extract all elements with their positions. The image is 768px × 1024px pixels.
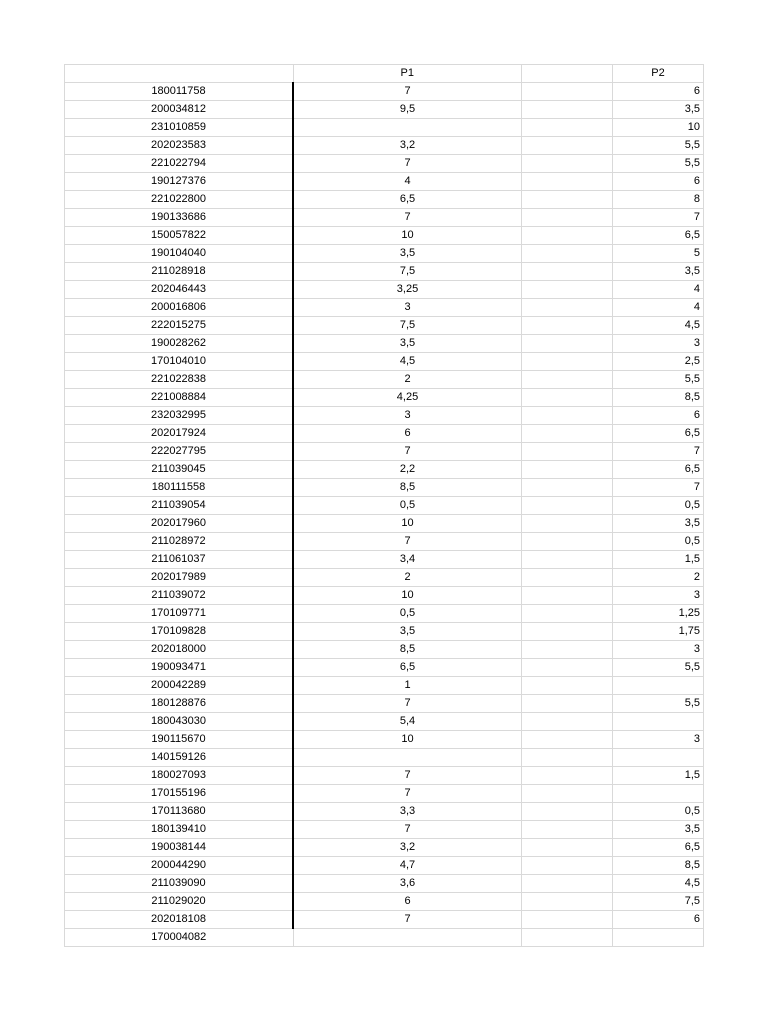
p2-cell[interactable]: 5,5 <box>613 137 704 155</box>
table-row <box>65 263 704 281</box>
p2-cell[interactable]: 6 <box>613 173 704 191</box>
p1-cell[interactable]: 4,25 <box>293 389 522 407</box>
empty-cell[interactable] <box>522 389 613 407</box>
p2-cell[interactable]: 2 <box>613 569 704 587</box>
p2-cell[interactable]: 5,5 <box>613 371 704 389</box>
id-cell[interactable]: 180111558 <box>65 479 294 497</box>
empty-cell[interactable] <box>522 785 613 803</box>
id-cell[interactable]: 200016806 <box>65 299 294 317</box>
p2-cell[interactable] <box>613 785 704 803</box>
empty-cell[interactable] <box>522 677 613 695</box>
p2-cell[interactable]: 1,25 <box>613 605 704 623</box>
id-cell[interactable]: 211028918 <box>65 263 294 281</box>
empty-cell[interactable] <box>522 101 613 119</box>
p2-cell[interactable]: 6,5 <box>613 425 704 443</box>
id-cell[interactable]: 222015275 <box>65 317 294 335</box>
id-cell[interactable]: 150057822 <box>65 227 294 245</box>
p1-cell[interactable]: 3,5 <box>293 623 522 641</box>
p2-cell[interactable]: 1,5 <box>613 767 704 785</box>
empty-cell[interactable] <box>522 857 613 875</box>
id-cell[interactable]: 211061037 <box>65 551 294 569</box>
p2-cell[interactable]: 6 <box>613 911 704 929</box>
table-row <box>65 659 704 677</box>
table-row <box>65 479 704 497</box>
p1-cell[interactable]: 7 <box>293 443 522 461</box>
p2-cell[interactable]: 5,5 <box>613 659 704 677</box>
p1-cell[interactable]: 7,5 <box>293 317 522 335</box>
table-row <box>65 875 704 893</box>
id-cell[interactable]: 190038144 <box>65 839 294 857</box>
p2-cell[interactable]: 3,5 <box>613 263 704 281</box>
id-cell[interactable]: 170155196 <box>65 785 294 803</box>
empty-cell[interactable] <box>522 893 613 911</box>
p2-cell[interactable]: 4 <box>613 299 704 317</box>
empty-cell[interactable] <box>522 803 613 821</box>
p2-cell[interactable]: 4 <box>613 281 704 299</box>
p1-cell[interactable]: 7 <box>293 785 522 803</box>
empty-cell[interactable] <box>522 263 613 281</box>
table-row <box>65 371 704 389</box>
p2-cell[interactable] <box>613 929 704 947</box>
id-cell[interactable]: 221008884 <box>65 389 294 407</box>
empty-cell[interactable] <box>522 209 613 227</box>
table-row <box>65 911 704 929</box>
p2-cell[interactable]: 3,5 <box>613 515 704 533</box>
id-cell[interactable]: 190104040 <box>65 245 294 263</box>
empty-cell[interactable] <box>522 191 613 209</box>
p1-cell[interactable]: 10 <box>293 515 522 533</box>
id-cell[interactable]: 200034812 <box>65 101 294 119</box>
id-cell[interactable]: 232032995 <box>65 407 294 425</box>
p2-cell[interactable]: 8 <box>613 191 704 209</box>
p1-cell[interactable]: 7,5 <box>293 263 522 281</box>
p2-cell[interactable] <box>613 713 704 731</box>
p1-cell[interactable]: 3,5 <box>293 335 522 353</box>
table-row <box>65 137 704 155</box>
p1-cell[interactable]: 2 <box>293 569 522 587</box>
header-p1-cell[interactable]: P1 <box>293 65 522 83</box>
id-cell[interactable]: 180011758 <box>65 83 294 101</box>
table-row <box>65 443 704 461</box>
p1-cell[interactable] <box>293 119 522 137</box>
p2-cell[interactable]: 2,5 <box>613 353 704 371</box>
empty-cell[interactable] <box>522 515 613 533</box>
empty-cell[interactable] <box>522 281 613 299</box>
id-cell[interactable]: 202046443 <box>65 281 294 299</box>
header-empty-cell[interactable] <box>522 65 613 83</box>
p1-cell[interactable]: 7 <box>293 821 522 839</box>
p2-cell[interactable] <box>613 677 704 695</box>
id-cell[interactable]: 221022838 <box>65 371 294 389</box>
p2-cell[interactable]: 5,5 <box>613 155 704 173</box>
id-cell[interactable]: 221022800 <box>65 191 294 209</box>
table-row <box>65 857 704 875</box>
table-row <box>65 785 704 803</box>
table-row <box>65 83 704 101</box>
id-cell[interactable]: 202017960 <box>65 515 294 533</box>
p1-cell[interactable]: 3,6 <box>293 875 522 893</box>
p2-cell[interactable]: 5,5 <box>613 695 704 713</box>
id-cell[interactable]: 180027093 <box>65 767 294 785</box>
empty-cell[interactable] <box>522 353 613 371</box>
table-row <box>65 749 704 767</box>
id-cell[interactable]: 190093471 <box>65 659 294 677</box>
id-cell[interactable]: 180043030 <box>65 713 294 731</box>
table-row <box>65 461 704 479</box>
p1-cell[interactable]: 6,5 <box>293 191 522 209</box>
empty-cell[interactable] <box>522 623 613 641</box>
p2-cell[interactable] <box>613 749 704 767</box>
p1-cell[interactable] <box>293 749 522 767</box>
empty-cell[interactable] <box>522 911 613 929</box>
empty-cell[interactable] <box>522 173 613 191</box>
p1-cell[interactable]: 0,5 <box>293 605 522 623</box>
table-row <box>65 191 704 209</box>
p2-cell[interactable]: 6,5 <box>613 227 704 245</box>
empty-cell[interactable] <box>522 929 613 947</box>
p1-cell[interactable]: 4,7 <box>293 857 522 875</box>
table-row <box>65 695 704 713</box>
empty-cell[interactable] <box>522 479 613 497</box>
p1-cell[interactable]: 7 <box>293 155 522 173</box>
table-row <box>65 227 704 245</box>
p1-cell[interactable]: 0,5 <box>293 497 522 515</box>
empty-cell[interactable] <box>522 371 613 389</box>
header-id-cell[interactable] <box>65 65 294 83</box>
empty-cell[interactable] <box>522 749 613 767</box>
p1-cell[interactable]: 3 <box>293 407 522 425</box>
empty-cell[interactable] <box>522 713 613 731</box>
header-row <box>65 65 704 83</box>
id-cell[interactable]: 202018000 <box>65 641 294 659</box>
empty-cell[interactable] <box>522 407 613 425</box>
p2-cell[interactable]: 7,5 <box>613 893 704 911</box>
empty-cell[interactable] <box>522 767 613 785</box>
grades-table <box>64 64 704 947</box>
p2-cell[interactable]: 1,5 <box>613 551 704 569</box>
p1-cell[interactable]: 7 <box>293 533 522 551</box>
table-row <box>65 389 704 407</box>
empty-cell[interactable] <box>522 227 613 245</box>
id-cell[interactable]: 202017924 <box>65 425 294 443</box>
p1-cell[interactable]: 6,5 <box>293 659 522 677</box>
p2-cell[interactable]: 7 <box>613 209 704 227</box>
id-cell[interactable]: 180139410 <box>65 821 294 839</box>
p1-cell[interactable]: 2 <box>293 371 522 389</box>
table-row <box>65 497 704 515</box>
empty-cell[interactable] <box>522 299 613 317</box>
p2-cell[interactable]: 3 <box>613 731 704 749</box>
p1-cell[interactable]: 3,2 <box>293 839 522 857</box>
empty-cell[interactable] <box>522 605 613 623</box>
p1-cell[interactable]: 3,5 <box>293 245 522 263</box>
p1-cell[interactable]: 3,3 <box>293 803 522 821</box>
table-row <box>65 893 704 911</box>
p1-cell[interactable]: 4,5 <box>293 353 522 371</box>
p1-cell[interactable]: 4 <box>293 173 522 191</box>
table-row <box>65 731 704 749</box>
table-row <box>65 803 704 821</box>
empty-cell[interactable] <box>522 695 613 713</box>
table-row <box>65 713 704 731</box>
p2-cell[interactable]: 0,5 <box>613 533 704 551</box>
empty-cell[interactable] <box>522 461 613 479</box>
empty-cell[interactable] <box>522 425 613 443</box>
p2-cell[interactable]: 8,5 <box>613 389 704 407</box>
id-cell[interactable]: 170104010 <box>65 353 294 371</box>
p2-cell[interactable]: 3 <box>613 641 704 659</box>
p2-cell[interactable]: 5 <box>613 245 704 263</box>
table-row <box>65 425 704 443</box>
empty-cell[interactable] <box>522 587 613 605</box>
id-cell[interactable]: 211039045 <box>65 461 294 479</box>
empty-cell[interactable] <box>522 335 613 353</box>
table-row <box>65 767 704 785</box>
id-cell[interactable]: 170109828 <box>65 623 294 641</box>
id-cell[interactable]: 190127376 <box>65 173 294 191</box>
p1-cell[interactable]: 3,4 <box>293 551 522 569</box>
empty-cell[interactable] <box>522 137 613 155</box>
table-row <box>65 551 704 569</box>
p2-cell[interactable]: 8,5 <box>613 857 704 875</box>
p1-cell[interactable]: 1 <box>293 677 522 695</box>
id-cell[interactable]: 170113680 <box>65 803 294 821</box>
p1-cell[interactable]: 7 <box>293 767 522 785</box>
table-row <box>65 155 704 173</box>
empty-cell[interactable] <box>522 731 613 749</box>
p2-cell[interactable]: 0,5 <box>613 803 704 821</box>
id-cell[interactable]: 211039072 <box>65 587 294 605</box>
p1-cell[interactable]: 6 <box>293 425 522 443</box>
p2-cell[interactable]: 6,5 <box>613 461 704 479</box>
header-p2-cell[interactable]: P2 <box>613 65 704 83</box>
table-row <box>65 533 704 551</box>
table-row <box>65 281 704 299</box>
id-cell[interactable]: 211028972 <box>65 533 294 551</box>
p1-cell[interactable]: 8,5 <box>293 479 522 497</box>
table-row <box>65 623 704 641</box>
p2-cell[interactable]: 3 <box>613 587 704 605</box>
empty-cell[interactable] <box>522 119 613 137</box>
table-row <box>65 605 704 623</box>
p2-cell[interactable]: 10 <box>613 119 704 137</box>
empty-cell[interactable] <box>522 533 613 551</box>
p2-cell[interactable]: 7 <box>613 443 704 461</box>
table-row <box>65 335 704 353</box>
p2-cell[interactable]: 4,5 <box>613 317 704 335</box>
p1-cell[interactable]: 6 <box>293 893 522 911</box>
table-row <box>65 929 704 947</box>
empty-cell[interactable] <box>522 821 613 839</box>
id-cell[interactable]: 211029020 <box>65 893 294 911</box>
p2-cell[interactable]: 4,5 <box>613 875 704 893</box>
id-cell[interactable]: 202018108 <box>65 911 294 929</box>
p2-cell[interactable]: 6 <box>613 407 704 425</box>
table-row <box>65 587 704 605</box>
p1-cell[interactable]: 3 <box>293 299 522 317</box>
table-row <box>65 641 704 659</box>
table-row <box>65 821 704 839</box>
table-row <box>65 317 704 335</box>
empty-cell[interactable] <box>522 659 613 677</box>
table-row <box>65 209 704 227</box>
p1-cell[interactable]: 7 <box>293 209 522 227</box>
table-row <box>65 407 704 425</box>
p2-cell[interactable]: 7 <box>613 479 704 497</box>
p1-cell[interactable]: 2,2 <box>293 461 522 479</box>
id-cell[interactable]: 200044290 <box>65 857 294 875</box>
id-cell[interactable]: 222027795 <box>65 443 294 461</box>
id-cell[interactable]: 170004082 <box>65 929 294 947</box>
empty-cell[interactable] <box>522 83 613 101</box>
empty-cell[interactable] <box>522 551 613 569</box>
id-cell[interactable]: 202017989 <box>65 569 294 587</box>
id-cell[interactable]: 180128876 <box>65 695 294 713</box>
p1-cell[interactable]: 7 <box>293 83 522 101</box>
table-row <box>65 299 704 317</box>
table-row <box>65 119 704 137</box>
p2-cell[interactable]: 3,5 <box>613 101 704 119</box>
empty-cell[interactable] <box>522 443 613 461</box>
id-cell[interactable]: 202023583 <box>65 137 294 155</box>
table-row <box>65 245 704 263</box>
empty-cell[interactable] <box>522 317 613 335</box>
p2-cell[interactable]: 0,5 <box>613 497 704 515</box>
empty-cell[interactable] <box>522 839 613 857</box>
p1-cell[interactable]: 7 <box>293 695 522 713</box>
id-cell[interactable]: 211039090 <box>65 875 294 893</box>
p1-cell[interactable]: 8,5 <box>293 641 522 659</box>
empty-cell[interactable] <box>522 875 613 893</box>
p1-cell[interactable]: 10 <box>293 731 522 749</box>
empty-cell[interactable] <box>522 245 613 263</box>
p1-cell[interactable]: 9,5 <box>293 101 522 119</box>
p1-cell[interactable]: 10 <box>293 587 522 605</box>
empty-cell[interactable] <box>522 641 613 659</box>
p2-cell[interactable]: 3,5 <box>613 821 704 839</box>
p1-cell[interactable] <box>293 929 522 947</box>
table-row <box>65 515 704 533</box>
p1-cell[interactable]: 3,25 <box>293 281 522 299</box>
empty-cell[interactable] <box>522 155 613 173</box>
table-row <box>65 839 704 857</box>
table-row <box>65 677 704 695</box>
p1-cell[interactable]: 5,4 <box>293 713 522 731</box>
p2-cell[interactable]: 1,75 <box>613 623 704 641</box>
p2-cell[interactable]: 3 <box>613 335 704 353</box>
id-cell[interactable]: 170109771 <box>65 605 294 623</box>
table-body <box>65 83 704 947</box>
p1-cell[interactable]: 10 <box>293 227 522 245</box>
id-cell[interactable]: 200042289 <box>65 677 294 695</box>
id-cell[interactable]: 231010859 <box>65 119 294 137</box>
empty-cell[interactable] <box>522 569 613 587</box>
p1-cell[interactable]: 3,2 <box>293 137 522 155</box>
p2-cell[interactable]: 6,5 <box>613 839 704 857</box>
table-row <box>65 173 704 191</box>
id-cell[interactable]: 211039054 <box>65 497 294 515</box>
id-cell[interactable]: 221022794 <box>65 155 294 173</box>
p1-cell[interactable]: 7 <box>293 911 522 929</box>
table-row <box>65 569 704 587</box>
table-row <box>65 101 704 119</box>
table-row <box>65 353 704 371</box>
empty-cell[interactable] <box>522 497 613 515</box>
id-cell[interactable]: 190028262 <box>65 335 294 353</box>
p2-cell[interactable]: 6 <box>613 83 704 101</box>
id-cell[interactable]: 190133686 <box>65 209 294 227</box>
id-cell[interactable]: 140159126 <box>65 749 294 767</box>
id-cell[interactable]: 190115670 <box>65 731 294 749</box>
